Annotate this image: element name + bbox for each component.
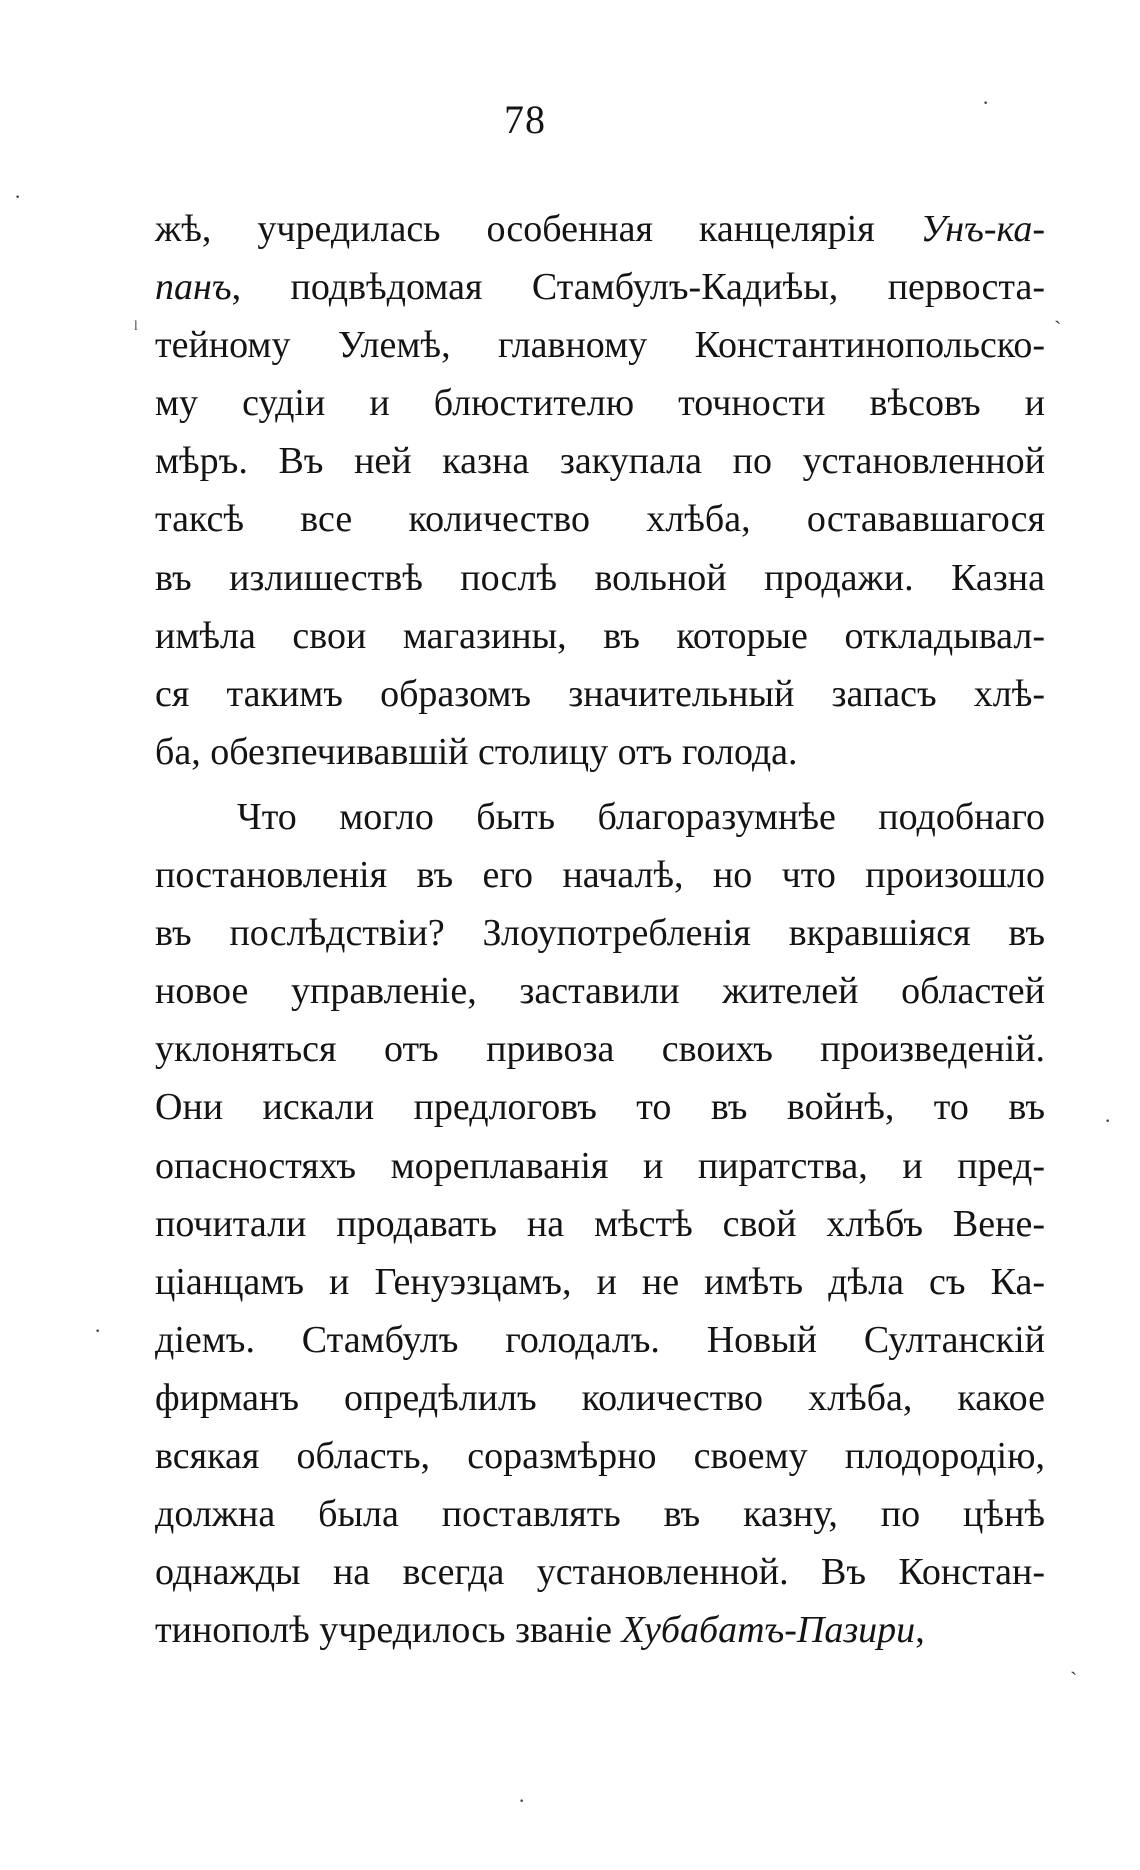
text-segment: однажды на всегда установленной. Въ Констан-	[155, 1551, 1045, 1594]
text-segment: тинополѣ учредилось званіе	[155, 1609, 622, 1652]
text-segment: всякая область, соразмѣрно своему плодородію,	[155, 1434, 1045, 1477]
text-segment: постановленія въ его началѣ, но что произошло	[155, 854, 1045, 897]
text-segment: таксѣ все количество хлѣба, остававшагося	[155, 498, 1045, 541]
text-segment: Что могло быть благоразумнѣе подобнаго	[237, 795, 1045, 838]
italic-term: Унъ-ка-	[920, 208, 1045, 250]
print-speck: ˡ	[134, 316, 138, 341]
text-line	[155, 200, 1045, 258]
page-number: 78	[504, 97, 546, 142]
text-line	[155, 723, 1045, 781]
text-segment: фирманъ опредѣлилъ количество хлѣба, какое	[155, 1376, 1045, 1419]
text-segment: уклоняться отъ привоза своихъ произведеній.	[155, 1028, 1045, 1071]
text-block	[155, 200, 1045, 1659]
text-segment: опасностяхъ мореплаванія и пиратства, и пред-	[155, 1144, 1045, 1187]
text-line	[155, 904, 1045, 962]
text-line	[155, 374, 1045, 432]
text-segment: му судіи и блюстителю точности вѣсовъ и	[155, 382, 1045, 425]
text-segment: мѣръ. Въ ней казна закупала по установленной	[155, 440, 1045, 483]
text-segment: ціанцамъ и Генуэзцамъ, и не имѣть дѣла съ Ка-	[155, 1260, 1045, 1303]
text-segment: почитали продавать на мѣстѣ свой хлѣбъ Вене-	[155, 1202, 1045, 1245]
text-segment: ся такимъ образомъ значительный запасъ хлѣ-	[155, 672, 1045, 715]
text-segment: въ излишествѣ послѣ вольной продажи. Казна	[155, 556, 1045, 599]
text-line	[155, 846, 1045, 904]
text-segment: жѣ, учредилась особенная канцелярія	[155, 208, 921, 250]
text-line	[155, 1485, 1045, 1543]
text-segment: новое управленіе, заставили жителей областей	[155, 970, 1045, 1013]
text-segment: имѣла свои магазины, въ которые откладывал-	[155, 614, 1045, 657]
text-line	[155, 607, 1045, 665]
text-line	[155, 258, 1045, 316]
text-segment: , подвѣдомая Стамбулъ-Кадиѣы, первоста-	[231, 266, 1045, 309]
print-speck: ·	[1104, 1108, 1112, 1133]
print-speck: ·	[94, 1318, 102, 1343]
print-speck: ·	[14, 184, 22, 209]
text-line	[155, 1137, 1045, 1195]
text-segment: должна была поставлять въ казну, по цѣнѣ	[155, 1493, 1045, 1536]
text-segment: Они искали предлоговъ то въ войнѣ, то въ	[155, 1086, 1045, 1129]
text-line	[155, 1311, 1045, 1369]
print-speck: ·	[982, 90, 990, 115]
text-line	[155, 1195, 1045, 1253]
italic-term: панъ	[155, 266, 232, 309]
text-segment: тейному Улемѣ, главному Константинопольско-	[155, 324, 1045, 367]
text-line	[155, 1078, 1045, 1136]
text-line	[155, 549, 1045, 607]
text-segment: діемъ. Стамбулъ голодалъ. Новый Султанскій	[155, 1318, 1045, 1361]
text-line	[155, 1601, 1045, 1659]
text-segment: въ послѣдствіи? Злоупотребленія вкравшіяся въ	[155, 912, 1045, 955]
text-segment: ба, обезпечивавшій столицу отъ голода.	[155, 730, 798, 773]
text-line	[155, 1253, 1045, 1311]
print-speck: ˋ	[1054, 316, 1062, 341]
text-segment: ,	[915, 1609, 925, 1652]
text-line	[155, 1020, 1045, 1078]
italic-term: Хубабатъ-Пазири	[621, 1609, 916, 1652]
text-line	[155, 432, 1045, 490]
text-line	[155, 665, 1045, 723]
print-speck: ·	[518, 1788, 526, 1813]
text-line	[155, 490, 1045, 548]
text-line	[155, 316, 1045, 374]
text-line	[155, 962, 1045, 1020]
text-line	[155, 788, 1045, 846]
print-speck: ˏ	[1070, 1650, 1078, 1675]
text-line	[155, 1427, 1045, 1485]
text-line	[155, 1369, 1045, 1427]
text-line	[155, 1543, 1045, 1601]
